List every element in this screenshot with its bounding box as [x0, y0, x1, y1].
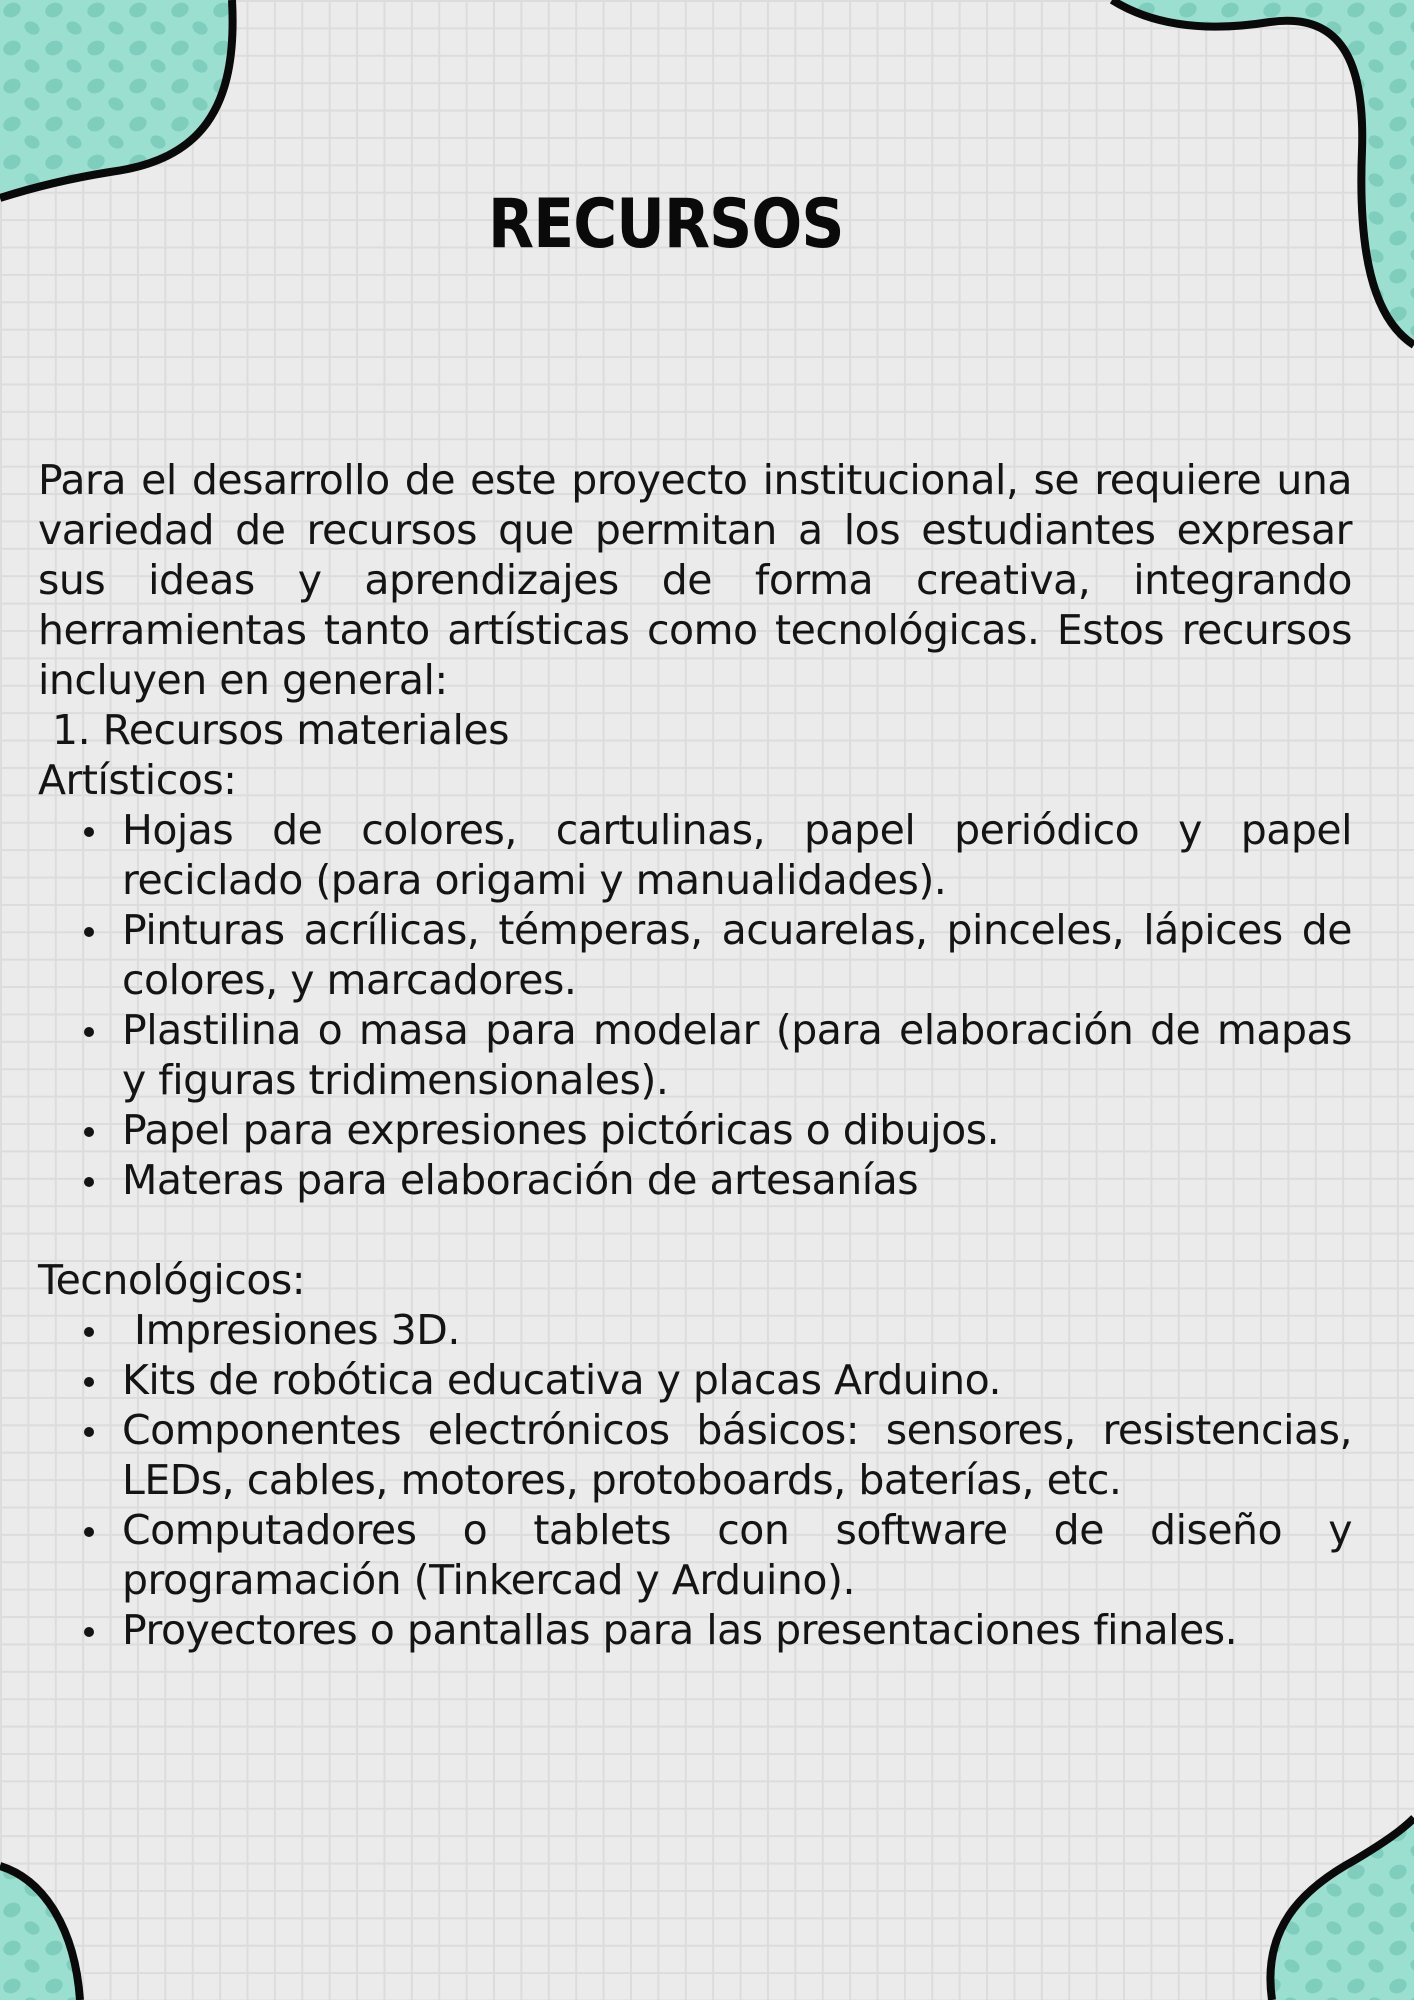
list-item: Papel para expresiones pictóricas o dibujos.	[122, 1105, 1352, 1155]
list-item: Materas para elaboración de artesanías	[122, 1155, 1352, 1205]
intro-paragraph: Para el desarrollo de este proyecto institucional, se requiere una variedad de recursos que permitan a los estudiantes expresar sus ideas y aprendizajes de forma creativa, integrando herramientas tanto artísticas como tecnológicas. Estos recursos incluyen en general:	[38, 456, 1352, 704]
document-body	[38, 455, 1352, 1655]
tecnologicos-list	[38, 1305, 1352, 1655]
list-item: Plastilina o masa para modelar (para elaboración de mapas y figuras tridimensionales).	[122, 1006, 1352, 1104]
numbered-heading: 1. Recursos materiales	[52, 706, 509, 754]
page-title: RECURSOS	[488, 185, 844, 264]
blob-top-left	[0, 0, 233, 198]
spacer	[38, 1205, 1352, 1255]
list-item: Pinturas acrílicas, témperas, acuarelas, pinceles, lápices de colores, y marcadores.	[122, 906, 1352, 1004]
tecnologicos-heading: Tecnológicos:	[38, 1256, 306, 1304]
list-item: Proyectores o pantallas para las presentaciones finales.	[122, 1605, 1352, 1655]
list-item: Hojas de colores, cartulinas, papel periódico y papel reciclado (para origami y manualidades).	[122, 806, 1352, 904]
list-item: Computadores o tablets con software de diseño y programación (Tinkercad y Arduino).	[122, 1506, 1352, 1604]
blob-top-right	[1112, 0, 1414, 345]
blob-bottom-left	[0, 1866, 80, 2000]
blob-bottom-right	[1270, 1818, 1414, 2000]
list-item: Kits de robótica educativa y placas Arduino.	[122, 1355, 1352, 1405]
list-item: Impresiones 3D.	[122, 1305, 1352, 1355]
artisticos-list	[38, 805, 1352, 1205]
list-item: Componentes electrónicos básicos: sensores, resistencias, LEDs, cables, motores, protoboards, baterías, etc.	[122, 1406, 1352, 1504]
artisticos-heading: Artísticos:	[38, 756, 237, 804]
